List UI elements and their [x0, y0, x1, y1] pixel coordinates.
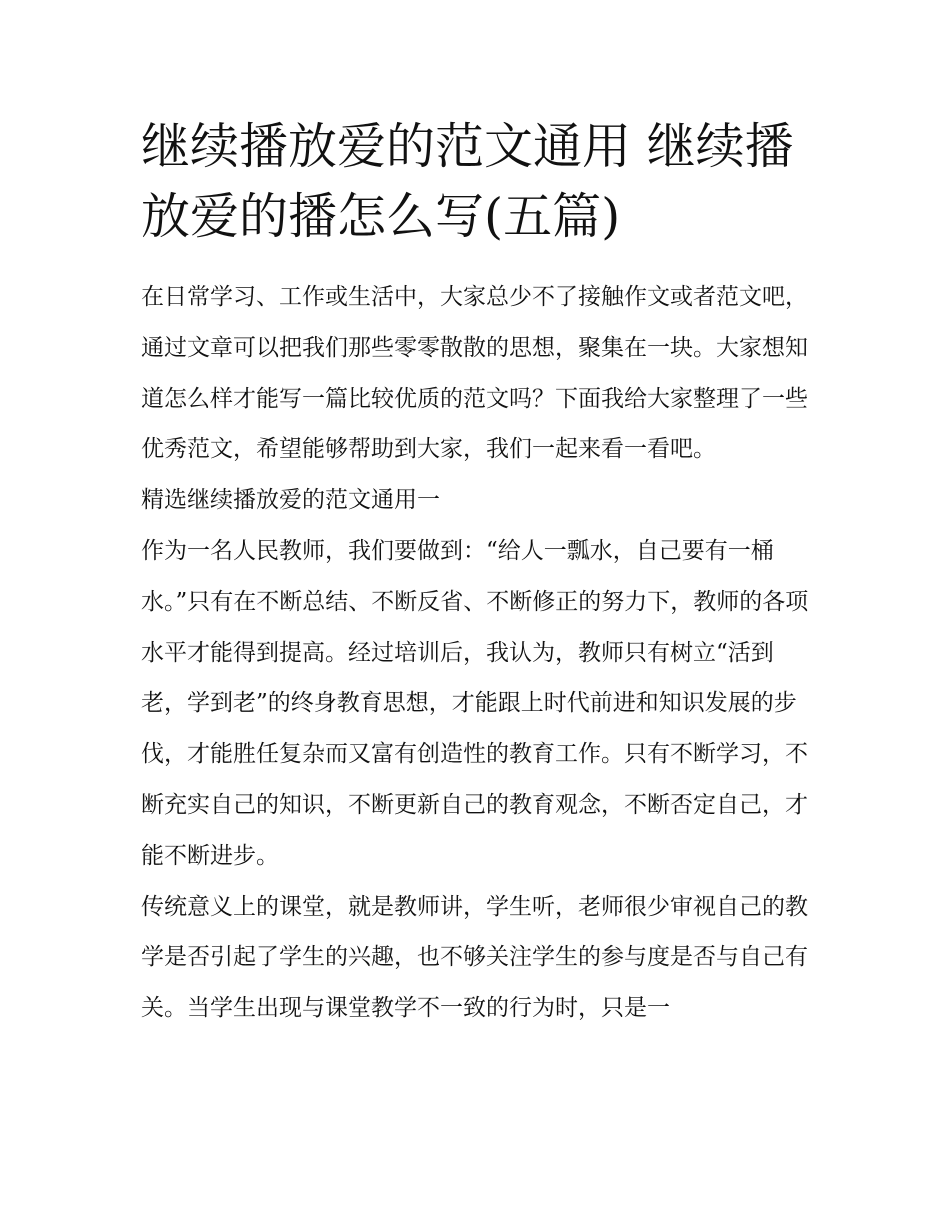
document-body — [141, 272, 813, 1034]
section-heading: 精选继续播放爱的范文通用一 — [141, 487, 440, 514]
document-title: 继续播放爱的范文通用 继续播放爱的播怎么写(五篇) — [141, 118, 794, 245]
body-paragraph-1: 作为一名人民教师，我们要做到：“给人一瓢水，自己要有一桶水。”只有在不断总结、不断反省、不断修正的努力下，教师的各项水平才能得到提高。经过培训后，我认为，教师只有树立“活到老，学到老”的终身教育思想，才能跟上时代前进和知识发展的步伐，才能胜任复杂而又富有创造性的教育工作。只有不断学习，不断充实自己的知识，不断更新自己的教育观念，不断否定自己，才能不断进步。 — [141, 537, 809, 869]
intro-paragraph: 在日常学习、工作或生活中，大家总少不了接触作文或者范文吧，通过文章可以把我们那些零零散散的思想，聚集在一块。大家想知道怎么样才能写一篇比较优质的范文吗？下面我给大家整理了一些优秀范文，希望能够帮助到大家，我们一起来看一看吧。 — [141, 284, 808, 463]
body-paragraph-2: 传统意义上的课堂，就是教师讲，学生听，老师很少审视自己的教学是否引起了学生的兴趣，也不够关注学生的参与度是否与自己有关。当学生出现与课堂教学不一致的行为时，只是一 — [141, 893, 808, 1022]
document-page — [141, 112, 813, 1034]
